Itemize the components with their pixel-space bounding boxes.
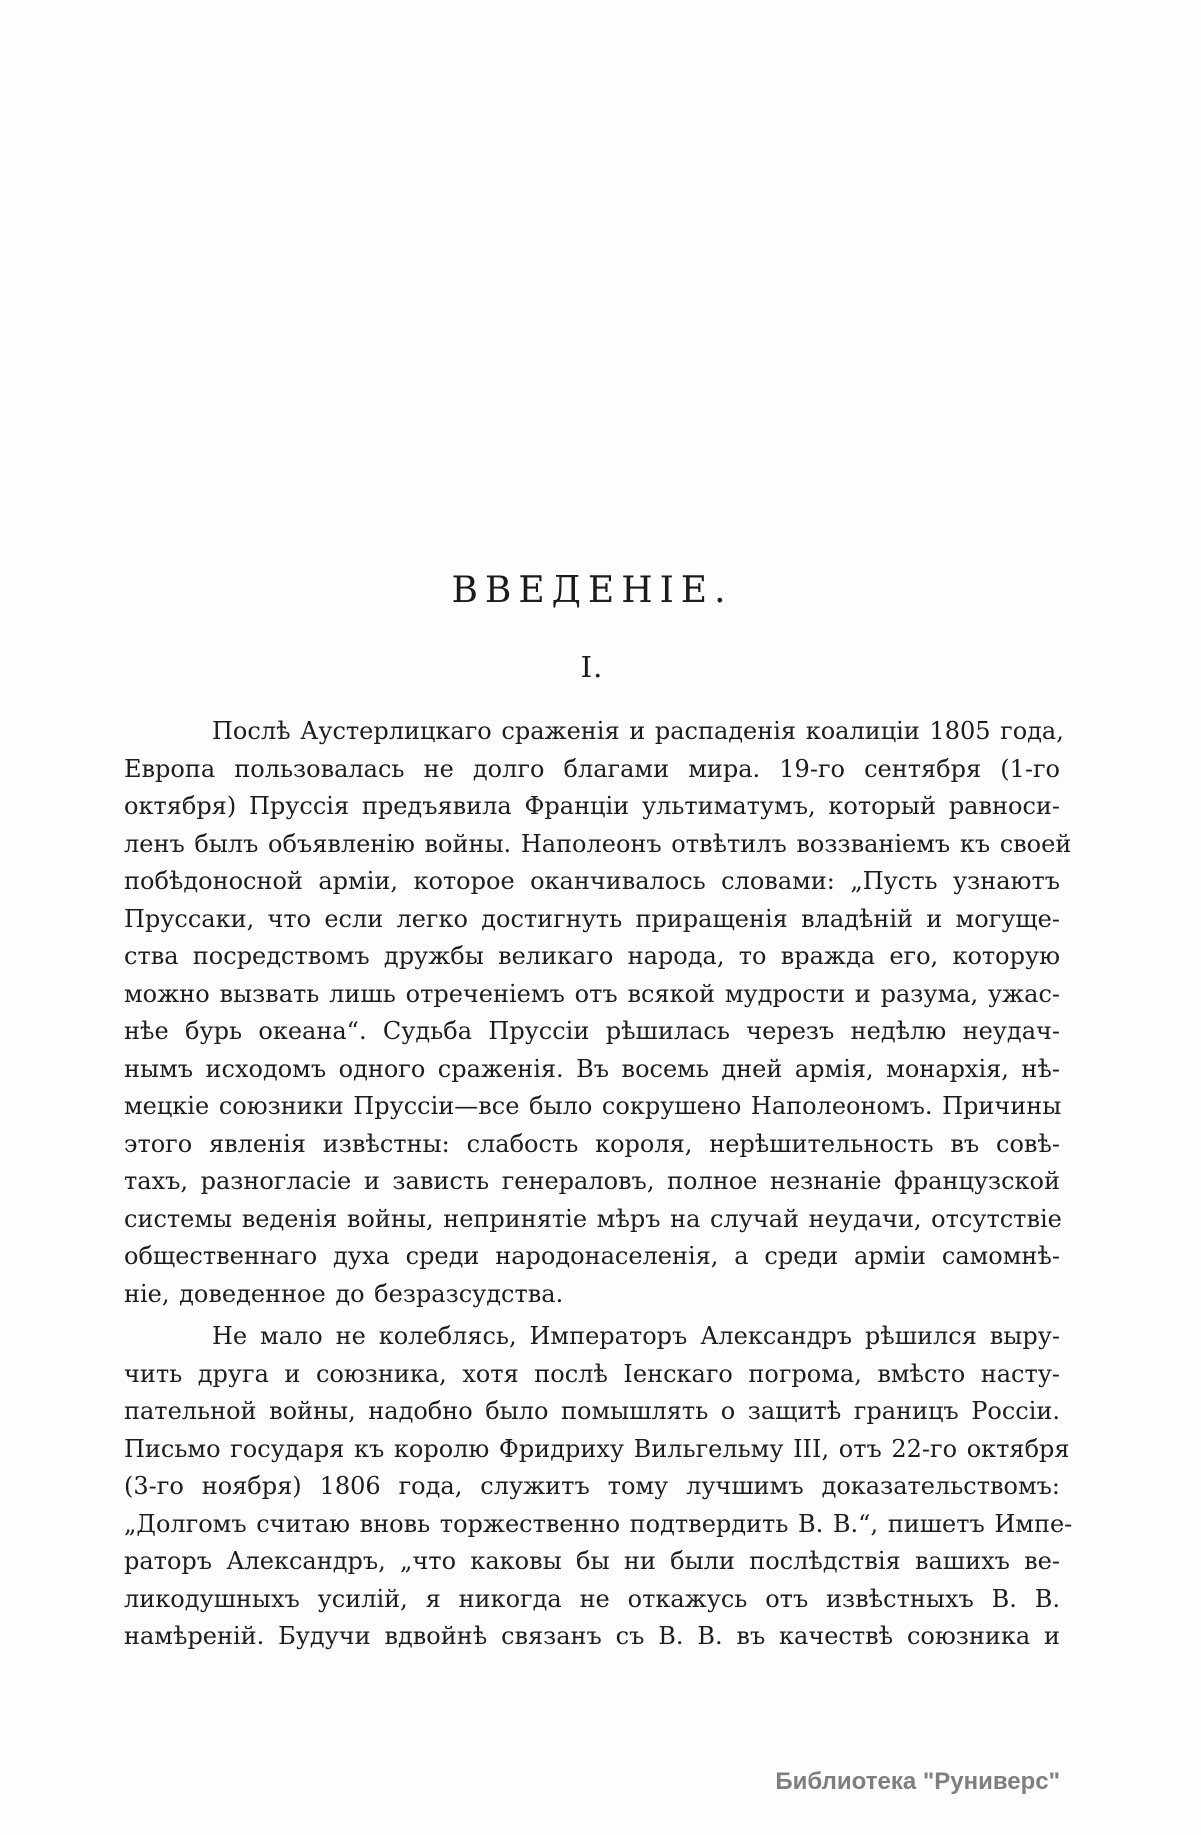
text-line: нымъ исходомъ одного сраженія. Въ восемь дней армія, монархія, нѣ-: [124, 1054, 1060, 1083]
text-line: раторъ Александръ, „что каковы бы ни были послѣдствія вашихъ ве-: [124, 1547, 1060, 1575]
text-line: „Долгомъ считаю вновь торжественно подтвердить В. В.“, пишетъ Импе-: [124, 1509, 1073, 1538]
section-number: I.: [580, 650, 604, 684]
text-line: октября) Пруссія предъявила Франціи ультиматумъ, который равноси-: [124, 792, 1060, 820]
text-line: нѣе бурь океана“. Судьба Пруссіи рѣшилась черезъ недѣлю неудач-: [124, 1017, 1060, 1045]
text-line: Письмо государя къ королю Фридриху Вильгельму III, отъ 22-го октября: [124, 1434, 1070, 1463]
text-line: Европа пользовалась не долго благами мира. 19-го сентября (1-го: [124, 754, 1060, 783]
text-line: ства посредствомъ дружбы великаго народа, то вражда его, которую: [124, 942, 1060, 970]
text-line: Послѣ Аустерлицкаго сраженія и распаденія коалиціи 1805 года,: [212, 717, 1064, 745]
text-line: этого явленія извѣстны: слабость короля, нерѣшительность въ совѣ-: [124, 1129, 1060, 1158]
text-line: ніе, доведенное до безразсудства.: [124, 1279, 564, 1308]
text-line: тахъ, разногласіе и зависть генераловъ, полное незнаніе французской: [124, 1167, 1060, 1195]
text-line: можно вызвать лишь отреченіемъ отъ всякой мудрости и разума, ужас-: [124, 979, 1060, 1008]
text-line: Пруссаки, что если легко достигнуть приращенія владѣній и могуще-: [124, 904, 1060, 933]
paragraph: [124, 713, 1072, 1313]
text-line: чить друга и союзника, хотя послѣ Іенскаго погрома, вмѣсто насту-: [124, 1359, 1060, 1388]
library-watermark: Библиотека "Руниверс": [775, 1768, 1060, 1795]
text-line: системы веденія войны, непринятіе мѣръ на случай неудачи, отсутствіе: [124, 1204, 1062, 1233]
text-line: (3-го ноября) 1806 года, служитъ тому лучшимъ доказательствомъ:: [124, 1472, 1060, 1500]
text-line: намѣреній. Будучи вдвойнѣ связанъ съ В. В. въ качествѣ союзника и: [124, 1622, 1060, 1650]
text-line: Не мало не колеблясь, Императоръ Александръ рѣшился выру-: [212, 1322, 1060, 1350]
paragraph: [124, 1318, 1073, 1656]
text-line: мецкіе союзники Пруссіи—все было сокрушено Наполеономъ. Причины: [124, 1092, 1062, 1120]
text-line: ликодушныхъ усилій, я никогда не откажусь отъ извѣстныхъ В. В.: [124, 1584, 1060, 1613]
text-line: общественнаго духа среди народонаселенія, а среди арміи самомнѣ-: [124, 1242, 1060, 1270]
text-line: ленъ былъ объявленію войны. Наполеонъ отвѣтилъ воззваніемъ къ своей: [124, 829, 1072, 858]
text-line: побѣдоносной арміи, которое оканчивалось словами: „Пусть узнаютъ: [124, 867, 1060, 895]
page-title: ВВЕДЕНІЕ.: [451, 570, 733, 611]
text-line: пательной войны, надобно было помышлять о защитѣ границъ Россіи.: [124, 1397, 1060, 1425]
body-text: [124, 713, 1073, 1656]
